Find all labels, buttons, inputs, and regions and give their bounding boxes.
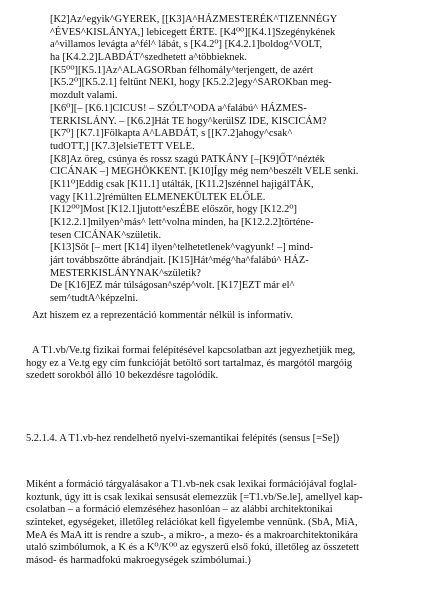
text-line: a^villamos levágta a^fél^ lábát, s [K4.2⁰] [K4.2.1]boldog^VOLT, — [50, 39, 323, 51]
text-line: sem^tudtA^képzelni. — [50, 293, 138, 305]
paragraph-line: A T1.vb/Ve.tg fizikai formai felépítésével kapcsolatban azt jegyezhetjük meg, — [32, 345, 356, 356]
paragraph-line: másod- és harmadfokú makroegységek szimbólumai.) — [26, 555, 251, 567]
section-heading-text: 5.2.1.4. A T1.vb-hez rendelhető nyelvi-szemantikai felépítés (sensus [=Se]) — [26, 433, 340, 444]
semantic-structure-paragraph — [26, 479, 430, 568]
text-line: [K5.2⁰][K5.2.1] feltűnt NEKI, hogy [K5.2.2]egy^SAROKban meg- — [50, 77, 332, 89]
paragraph-line: hogy ez a Ve.tg egy cím funkcióját betöltő sort tartalmaz, és margótól margóig — [26, 357, 353, 369]
text-line: [K11⁰]Eddig csak [K11.1] utálták, [K11.2]szénnel hajigálTÁK, — [50, 178, 314, 190]
paragraph-line: koztunk, úgy itt is csak lexikai sensusát elemezzük [=T1.vb/Se.le], amellyel kap- — [26, 491, 363, 503]
text-line: [K5⁰⁰][K5.1]Az^ALAGSORban félhomály^terjengett, de azért — [50, 64, 314, 76]
text-line: ^ÉVES^KISLÁNYA,] lebicegett ÉRTE. [K4⁰⁰][K4.1]Szegénykének — [50, 26, 336, 38]
text-line: De [K16]EZ már túlságosan^szép^volt. [K17]EZT már el^ — [50, 280, 295, 292]
comment-paragraph — [32, 310, 436, 323]
paragraph-line: utaló szimbólumok, a K és a K⁰/K⁰⁰ az egyszerű első fokú, illetőleg az összetett — [26, 542, 360, 554]
paragraph-line: csolatban – a formáció elemzéséhez hasonlóan – az alábbi architektonikai — [26, 504, 333, 516]
text-line: [K6⁰][– [K6.1]CICUS! – SZÓLT^ODA a^falábú^ HÁZMES- — [50, 102, 307, 114]
text-line: CICÁNAK –] MEGHÖKKENT. [K10]Így még nem^beszélt VELE senki. — [50, 166, 359, 178]
transcribed-text-block — [50, 14, 428, 306]
text-line: [K8]Az öreg, csúnya és rossz szagú PATKÁNY [–[K9]ŐT^nézték — [50, 153, 325, 165]
comment-line: Azt hiszem ez a reprezentáció kommentár nélkül is informatív. — [32, 310, 294, 321]
text-line: tesen CICÁNAK^születik. — [50, 229, 162, 241]
paragraph-line: szedett sorokból álló 10 bekezdésre tagolódik. — [26, 370, 219, 382]
paragraph-line: szinteket, egységeket, illetőleg relációkat kell figyelembe vennünk. (SbA, MiA, — [26, 517, 358, 529]
text-line: járt továbbszőtte ábrándjait. [K15]Hát^még^ha^falábú^ HÁZ- — [50, 255, 309, 267]
section-heading — [26, 433, 430, 446]
paragraph-line: MeA és MaA itt is rendre a szub-, a mikro-, a mezo- és a makroarchitektonikára — [26, 529, 358, 541]
text-line: [K7⁰] [K7.1]Fölkapta A^LABDÁT, s [[K7.2]ahogy^csak^ — [50, 128, 293, 140]
text-line: TERKISLÁNY. – [K6.2]Hát TE hogy^kerülSZ IDE, KISCICÁM? — [50, 115, 327, 127]
text-line: [K2]Az^egyik^GYEREK, [[K3]A^HÁZMESTERÉK^TIZENNÉGY — [50, 14, 338, 25]
text-line: [K12.2.1]milyen^más^ lett^volna minden, ha [K12.2.2]történe- — [50, 217, 314, 228]
formal-structure-paragraph — [26, 345, 430, 383]
paragraph-line: Miként a formáció tárgyalásakor a T1.vb-nek csak lexikai formációjával foglal- — [26, 479, 357, 490]
text-line: tudOTT,] [K7.3]elsieTETT VELE. — [50, 140, 195, 152]
text-line: mozdult valami. — [50, 90, 118, 102]
text-line: [K12⁰⁰]Most [K12.1]jutott^eszÉBE először, hogy [K12.2⁰] — [50, 204, 297, 216]
text-line: vagy [K11.2]rémülten ELMENEKÜLTEK ELŐLE. — [50, 191, 266, 203]
text-line: ha [K4.2.2]LABDÁT^szedhetett a^többieknek. — [50, 52, 248, 64]
text-line: [K13]Sőt [– mert [K14] ilyen^telhetetlenek^vagyunk! –] mind- — [50, 242, 314, 254]
text-line: MESTERKISLÁNYNAK^születik? — [50, 267, 201, 279]
